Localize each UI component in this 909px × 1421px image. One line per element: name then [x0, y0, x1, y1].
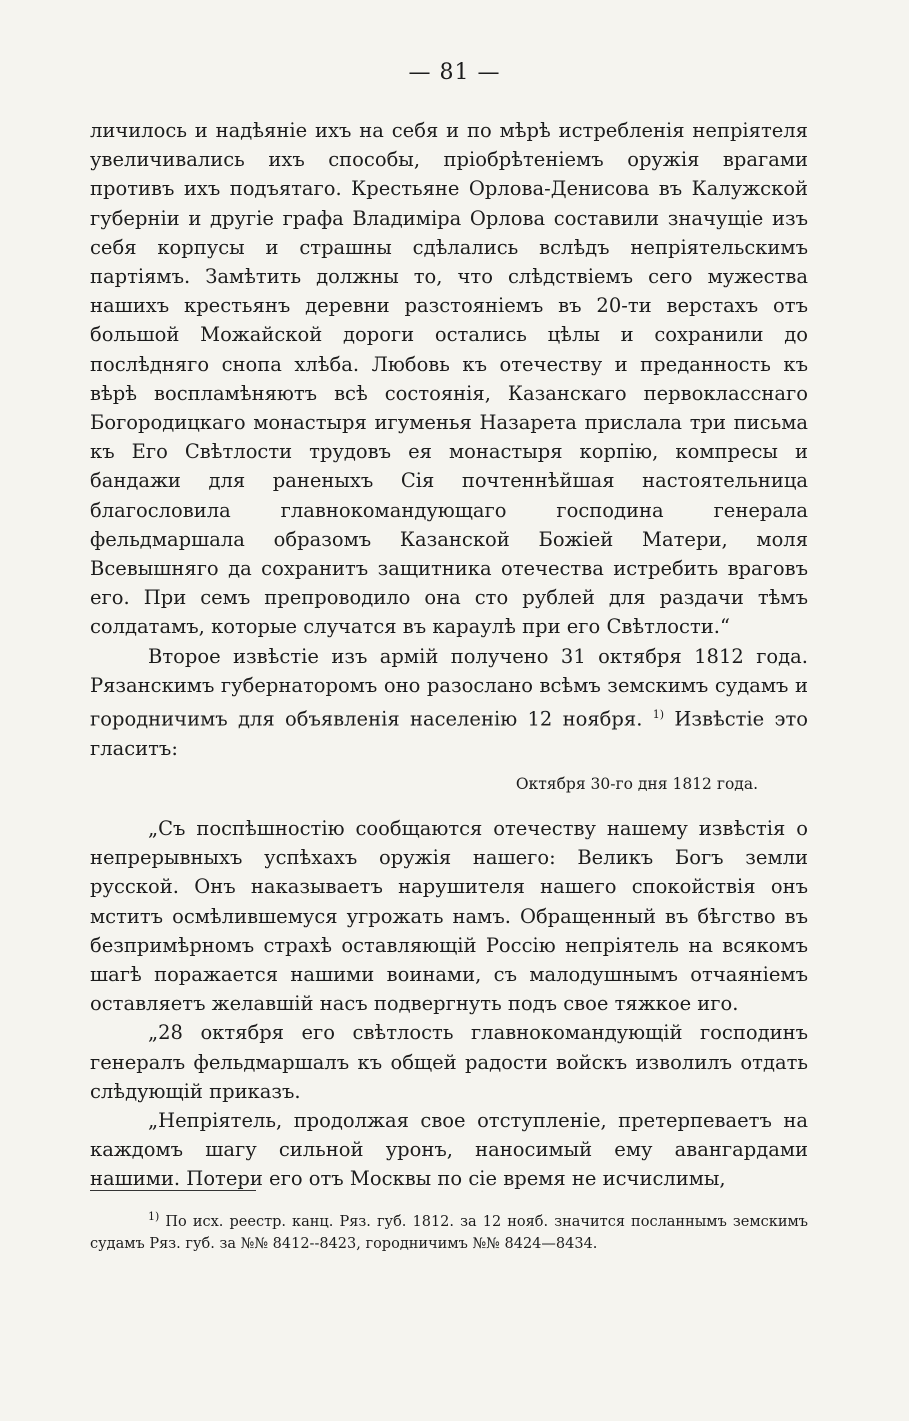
- paragraph-4: „28 октября его свѣтлость главнокомандующій господинъ генералъ фельдмаршалъ къ общей радости войскъ изволилъ отдать слѣдующій приказъ.: [90, 1021, 808, 1103]
- footnote-marker: 1): [148, 1210, 160, 1223]
- footnote-reference: 1): [652, 708, 665, 722]
- paragraph-1: личилось и надѣяніе ихъ на себя и по мѣрѣ истребленія непріятеля увеличивались ихъ способы, пріобрѣтеніемъ оружія врагами противъ ихъ подъятаго. Крестьяне Орлова-Денисова въ Калужской губерніи и другіе графа Владиміра Орлова составили значущіе изъ себя корпусы и страшны сдѣлались вслѣдъ непріятельскимъ партіямъ. Замѣтить должны то, что слѣдствіемъ сего мужества нашихъ крестьянъ деревни разстояніемъ въ 20-ти верстахъ отъ большой Можайской дороги остались цѣлы и сохранили до послѣдняго снопа хлѣба. Любовь къ отечеству и преданность къ вѣрѣ воспламѣняютъ всѣ состоянія, Казанскаго первокласснаго Богородицкаго монастыря игуменья Назарета прислала три письма къ Его Свѣтлости трудовъ ея монастыря корпію, компресы и бандажи для раненыхъ Сія почтеннѣйшая настоятельница благословила главнокомандующаго господина генерала фельдмаршала образомъ Казанской Божіей Матери, моля Всевышняго да сохранитъ защитника отечества истребить враговъ его. При семъ препроводило она сто рублей для раздачи тѣмъ солдатамъ, которые случатся въ караулѣ при его Свѣтлости.“: [90, 119, 808, 639]
- footnote-divider: [90, 1190, 256, 1191]
- page-number: — 81 —: [408, 60, 501, 85]
- paragraph-2: [90, 642, 808, 763]
- dateline: Октября 30-го дня 1812 года.: [515, 774, 758, 793]
- body-text: [90, 116, 808, 1194]
- footnote-text: По исх. реестр. канц. Ряз. губ. 1812. за 12 нояб. значится посланнымъ земскимъ судамъ Ряз. губ. за №№ 8412--8423, городничимъ №№ 8424—8434.: [90, 1213, 809, 1252]
- paragraph-3: „Съ поспѣшностію сообщаются отечеству нашему извѣстія о непрерывныхъ успѣхахъ оружія нашего: Великъ Богъ земли русской. Онъ наказываетъ нарушителя нашего спокойствія онъ мститъ осмѣлившемуся угрожать намъ. Обращенный въ бѣгство въ безпримѣрномъ страхѣ оставляющій Россію непріятель на всякомъ шагѣ поражается нашими воинами, съ малодушнымъ отчаяніемъ оставляетъ желавшій насъ подвергнуть подъ свое тяжкое иго.: [90, 816, 808, 1016]
- paragraph-5: „Непріятель, продолжая свое отступленіе, претерпеваетъ на каждомъ шагу сильной уронъ, наносимый ему авангардами нашими. Потери его отъ Москвы по сіе время не исчислимы,: [90, 1109, 808, 1191]
- paragraph-2-tail: Извѣстіе это гласитъ:: [90, 707, 808, 760]
- paragraph-2-text: Второе извѣстіе изъ армій получено 31 октября 1812 года. Рязанскимъ губернаторомъ оно разослано всѣмъ земскимъ судамъ и городничимъ для объявленія населенію 12 ноября.: [90, 644, 808, 731]
- footnote: [90, 1206, 808, 1255]
